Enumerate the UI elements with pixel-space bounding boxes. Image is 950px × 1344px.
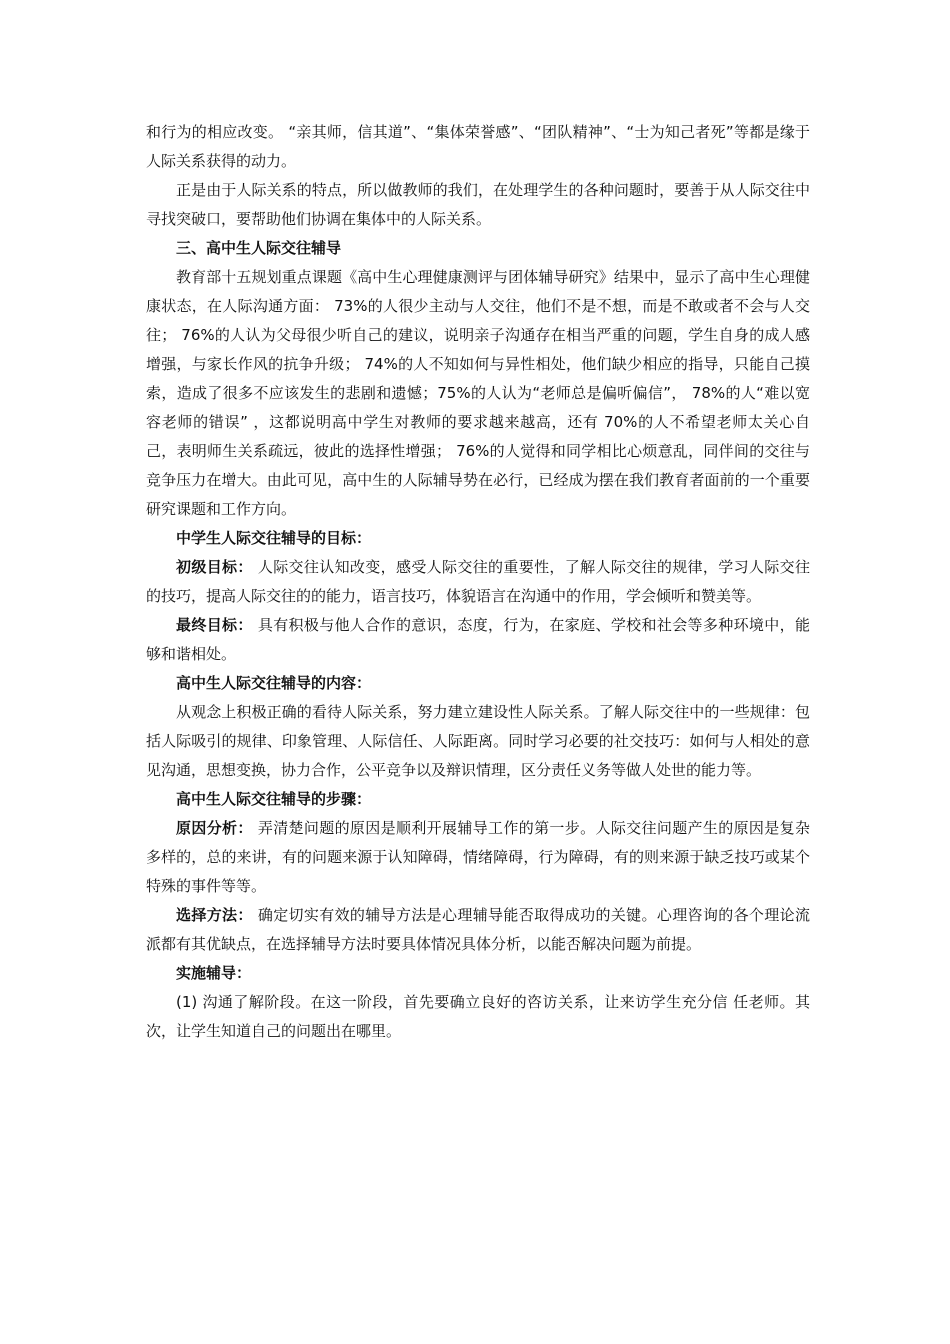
paragraph-teacher-role: 正是由于人际关系的特点，所以做教师的我们，在处理学生的各种问题时，要善于从人际交往中寻找突破口，要帮助他们协调在集体中的人际关系。	[146, 181, 810, 228]
document-page	[146, 118, 810, 1046]
heading-implementation: 实施辅导：	[176, 964, 252, 982]
goal-final-lead: 最终目标：	[176, 616, 253, 634]
paragraph-goal-basic	[146, 553, 810, 611]
section-heading-3: 三、高中生人际交往辅导	[176, 239, 342, 257]
step2-text: 确定切实有效的辅导方法是心理辅导能否取得成功的关键。心理咨询的各个理论流派都有其优缺点，在选择辅导方法时要具体情况具体分析，以能否解决问题为前提。	[146, 906, 810, 953]
paragraph-step-method	[146, 901, 810, 959]
heading-goals: 中学生人际交往辅导的目标：	[176, 529, 372, 547]
paragraph-implementation-1: (1) 沟通了解阶段。在这一阶段，首先要确立良好的咨访关系，让来访学生充分信 任老师。其次，让学生知道自己的问题出在哪里。	[146, 993, 810, 1040]
step2-lead: 选择方法：	[176, 906, 253, 924]
paragraph-survey-results: 教育部十五规划重点课题《高中生心理健康测评与团体辅导研究》结果中，显示了高中生心理健康状态，在人际沟通方面： 73%的人很少主动与人交往，他们不是不想，而是不敢或者不会与人交往； 76%的人认为父母很少听自己的建议，说明亲子沟通存在相当严重的问题，学生自身的成人感增强，与家长作风的抗争升级； 74%的人不知如何与异性相处，他们缺少相应的指导，只能自己摸索，造成了很多不应该发生的悲剧和遗憾；75%的人认为“老师总是偏听偏信”， 78%的人“难以宽 容老师的错误” ，这都说明高中学生对教师的要求越来越高，还有 70%的人不希望老师太关心自己，表明师生关系疏远，彼此的选择性增强； 76%的人觉得和同学相比心烦意乱，同伴间的交往与竞争压力在增大。由此可见，高中生的人际辅导势在必行，已经成为摆在我们教育者面前的一个重要研究课题和工作方向。	[146, 268, 810, 518]
paragraph-continuation: 和行为的相应改变。 “亲其师，信其道”、“集体荣誉感”、“团队精神”、“士为知己者死”等都是缘于人际关系获得的动力。	[146, 123, 810, 170]
goal-basic-lead: 初级目标：	[176, 558, 253, 576]
step1-lead: 原因分析：	[176, 819, 253, 837]
paragraph-content: 从观念上积极正确的看待人际关系，努力建立建设性人际关系。了解人际交往中的一些规律：包括人际吸引的规律、印象管理、人际信任、人际距离。同时学习必要的社交技巧：如何与人相处的意见沟通，思想变换，协力合作，公平竞争以及辩识情理，区分责任义务等做人处世的能力等。	[146, 703, 810, 779]
goal-final-text: 具有积极与他人合作的意识，态度，行为，在家庭、学校和社会等多种环境中，能够和谐相处。	[146, 616, 810, 663]
goal-basic-text: 人际交往认知改变，感受人际交往的重要性，了解人际交往的规律，学习人际交往的技巧，提高人际交往的的能力，语言技巧，体貌语言在沟通中的作用，学会倾听和赞美等。	[146, 558, 810, 605]
paragraph-goal-final	[146, 611, 810, 669]
heading-content: 高中生人际交往辅导的内容：	[176, 674, 372, 692]
heading-steps: 高中生人际交往辅导的步骤：	[176, 790, 372, 808]
paragraph-step-cause	[146, 814, 810, 901]
step1-text: 弄清楚问题的原因是顺利开展辅导工作的第一步。人际交往问题产生的原因是复杂多样的，总的来讲，有的问题来源于认知障碍，情绪障碍，行为障碍，有的则来源于缺乏技巧或某个特殊的事件等等。	[146, 819, 810, 895]
